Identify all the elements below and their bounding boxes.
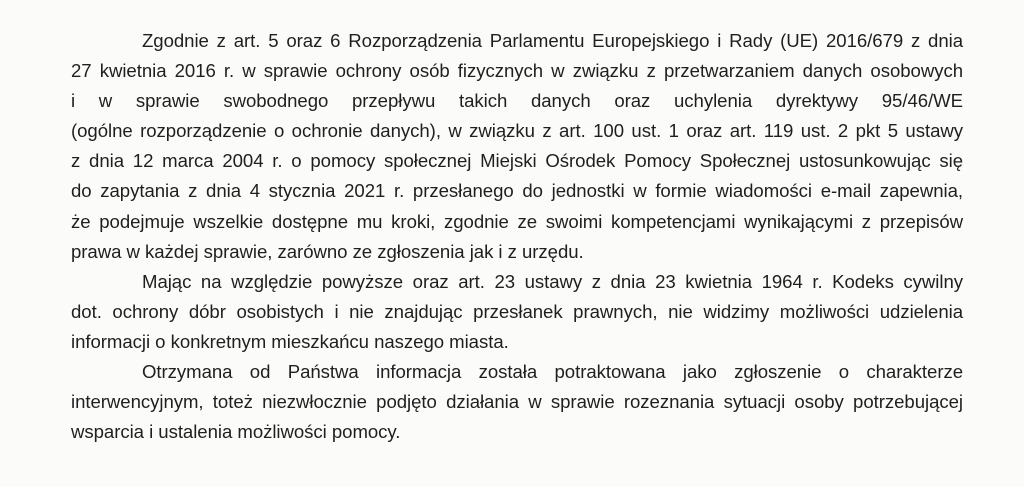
text-line: prawa w każdej sprawie, zarówno ze zgłoszenia jak i z urzędu. [71, 240, 584, 262]
text-line: z dnia 12 marca 2004 r. o pomocy społecznej Miejski Ośrodek Pomocy Społecznej ustosunkowując się [71, 150, 963, 172]
text-line: (ogólne rozporządzenie o ochronie danych), w związku z art. 100 ust. 1 oraz art. 119 ust. 2 pkt 5 ustawy [71, 120, 963, 142]
text-line: informacji o konkretnym mieszkańcu naszego miasta. [71, 330, 509, 352]
letter-body [71, 26, 963, 447]
text-line: że podejmuje wszelkie dostępne mu kroki, zgodnie ze swoimi kompetencjami wynikającymi z przepisów [71, 210, 963, 232]
text-line: i w sprawie swobodnego przepływu takich danych oraz uchylenia dyrektywy 95/46/WE [71, 90, 963, 112]
text-line: wsparcia i ustalenia możliwości pomocy. [71, 421, 401, 443]
text-line: interwencyjnym, toteż niezwłocznie podjęto działania w sprawie rozeznania sytuacji osoby potrzebującej [71, 391, 963, 413]
text-line: do zapytania z dnia 4 stycznia 2021 r. przesłanego do jednostki w formie wiadomości e-mail zapewnia, [71, 180, 963, 202]
paragraph-intervention [71, 357, 963, 447]
paragraph-gdpr-basis [71, 26, 963, 267]
text-line: dot. ochrony dóbr osobistych i nie znajdując przesłanek prawnych, nie widzimy możliwości udzielenia [71, 300, 963, 322]
text-line: Zgodnie z art. 5 oraz 6 Rozporządzenia Parlamentu Europejskiego i Rady (UE) 2016/679 z dnia [142, 30, 963, 51]
paragraph-civil-code [71, 267, 963, 357]
text-line: Otrzymana od Państwa informacja została potraktowana jako zgłoszenie o charakterze [142, 361, 963, 383]
text-line: Mając na względzie powyższe oraz art. 23 ustawy z dnia 23 kwietnia 1964 r. Kodeks cywilny [142, 270, 963, 292]
text-line: 27 kwietnia 2016 r. w sprawie ochrony osób fizycznych w związku z przetwarzaniem danych osobowych [71, 60, 963, 82]
